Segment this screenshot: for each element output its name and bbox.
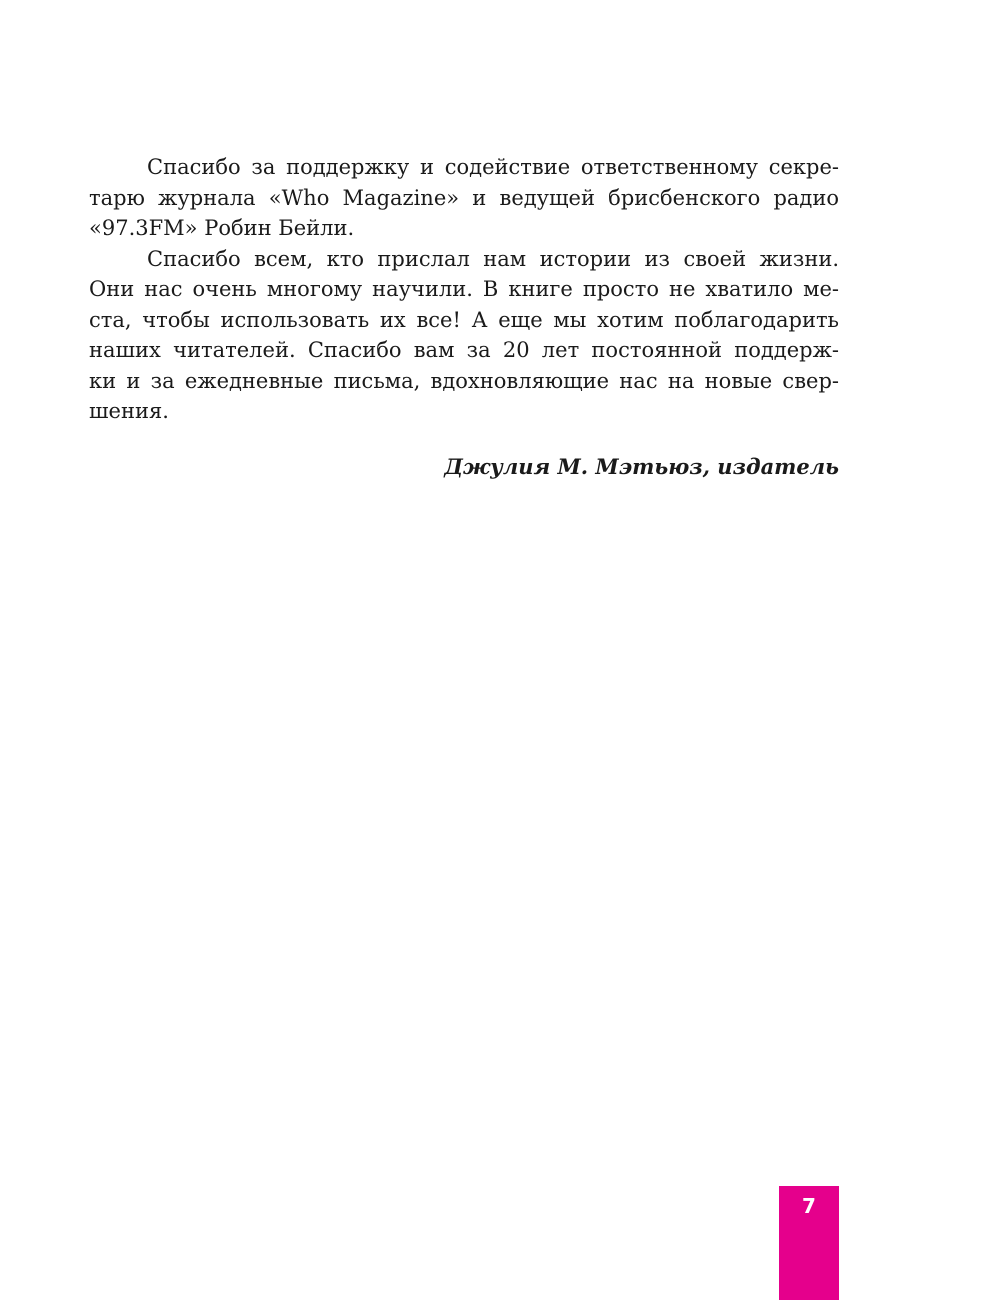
paragraph-2 xyxy=(89,244,839,427)
paragraph-line: шения. xyxy=(89,399,169,423)
paragraph-line: Они нас очень многому научили. В книге просто не хватило ме- xyxy=(89,277,839,301)
paragraph-line: «97.3FM» Робин Бейли. xyxy=(89,216,355,240)
paragraph-line: наших читателей. Спасибо вам за 20 лет постоянной поддерж- xyxy=(89,338,839,362)
paragraph-line: ста, чтобы использовать их все! А еще мы хотим поблагодарить xyxy=(89,307,839,332)
paragraph-line: ки и за ежедневные письма, вдохновляющие нас на новые свер- xyxy=(89,368,839,393)
paragraph-line: Спасибо всем, кто прислал нам истории из своей жизни. xyxy=(147,246,839,271)
publisher-signature: Джулия М. Мэтьюз, издатель xyxy=(444,454,839,479)
paragraph-line: Спасибо за поддержку и содействие ответственному секре- xyxy=(147,155,839,179)
page-number: 7 xyxy=(802,1194,816,1218)
paragraph-line: тарю журнала «Who Magazine» и ведущей брисбенского радио xyxy=(89,185,839,210)
paragraph-1 xyxy=(89,152,839,244)
acknowledgements-text xyxy=(89,152,839,427)
page-number-tab xyxy=(779,1186,839,1300)
